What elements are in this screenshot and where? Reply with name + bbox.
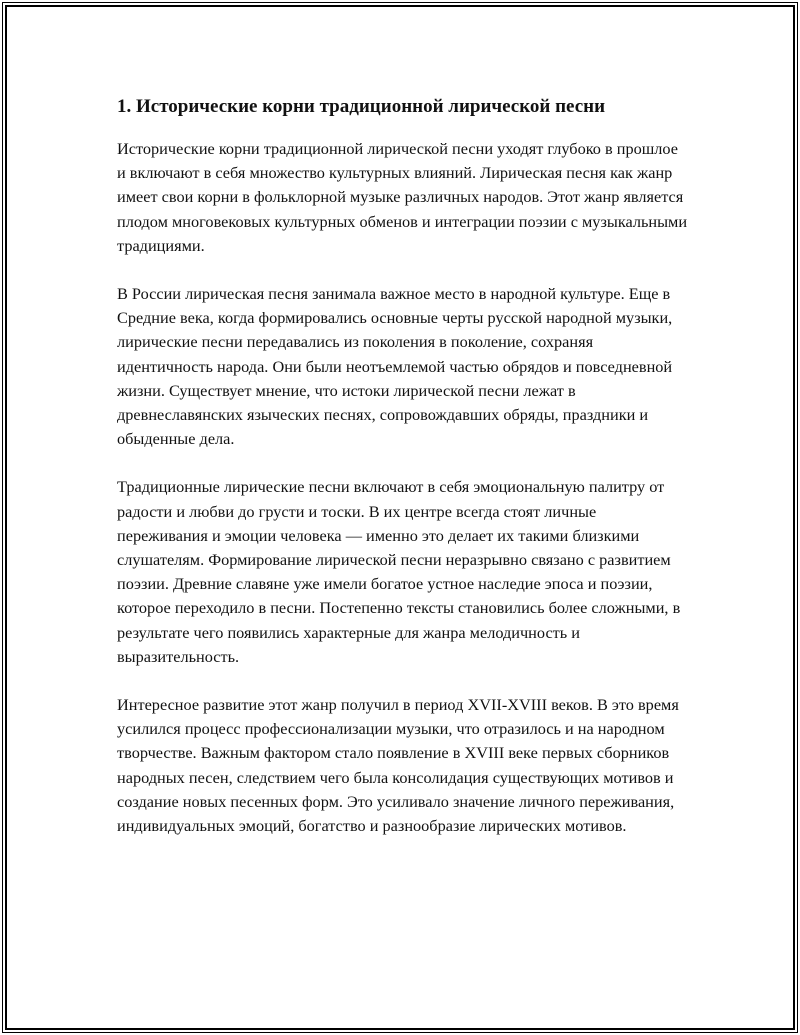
document-body	[117, 95, 689, 862]
paragraph-2: В России лирическая песня занимала важное место в народной культуре. Еще в Средние века, когда формировались основные черты русской народной музыки, лирические песни передавались из поколения в поколение, сохраняя идентичность народа. Они были неотъемлемой частью обрядов и повседневной жизни. Существует мнение, что истоки лирической песни лежат в древнеславянских языческих песнях, сопровождавших обряды, праздники и обыденные дела.	[117, 284, 673, 449]
paragraph-1: Исторические корни традиционной лирической песни уходят глубоко в прошлое и включают в себя множество культурных влияний. Лирическая песня как жанр имеет свои корни в фольклорной музыке различных народов. Этот жанр является плодом многовековых культурных обменов и интеграции поэзии с музыкальными традициями.	[117, 139, 688, 255]
paragraph-3: Традиционные лирические песни включают в себя эмоциональную палитру от радости и любви до грусти и тоски. В их центре всегда стоят личные переживания и эмоции человека — именно это делает их такими близкими слушателям. Формирование лирической песни неразрывно связано с развитием поэзии. Древние славяне уже имели богатое устное наследие эпоса и поэзии, которое переходило в песни. Постепенно тексты становились более сложными, в результате чего появились характерные для жанра мелодичность и выразительность.	[117, 477, 681, 666]
section-heading: 1. Исторические корни традиционной лирической песни	[117, 96, 606, 117]
paragraph-4: Интересное развитие этот жанр получил в период XVII-XVIII веков. В это время усилился процесс профессионализации музыки, что отразилось и на народном творчестве. Важным фактором стало появление в XVIII веке первых сборников народных песен, следствием чего была консолидация существующих мотивов и создание новых песенных форм. Это усиливало значение личного переживания, индивидуальных эмоций, богатство и разнообразие лирических мотивов.	[117, 695, 679, 836]
